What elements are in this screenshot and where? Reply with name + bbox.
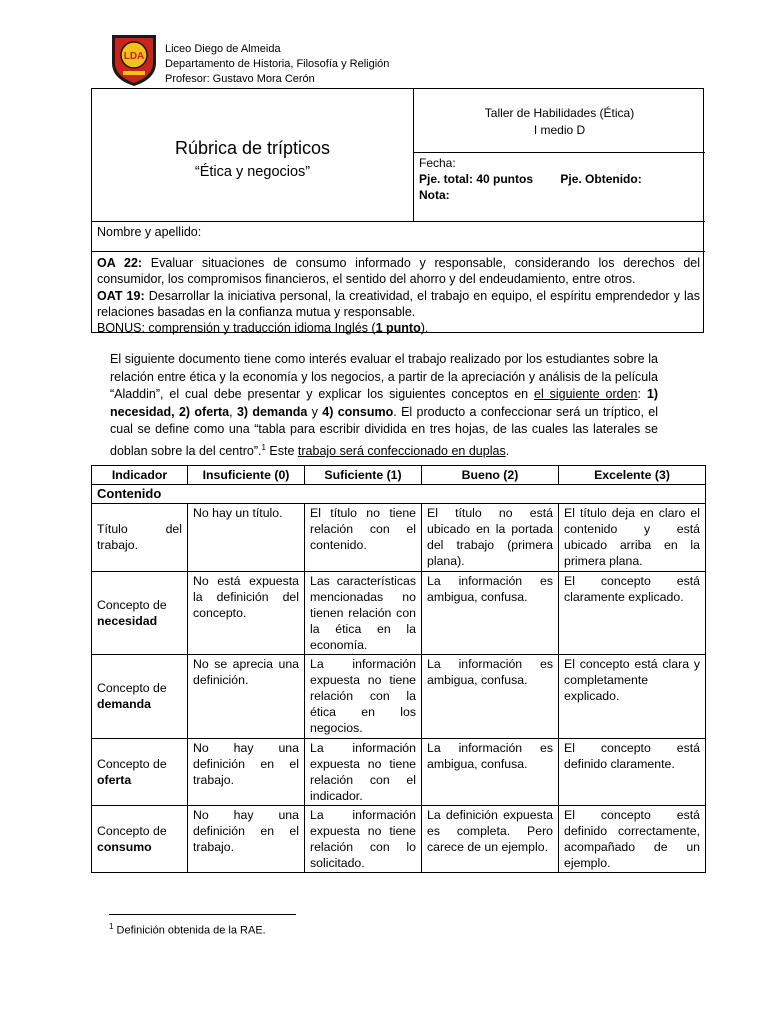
obtained-score: Pje. Obtenido: <box>560 172 642 186</box>
col-header: Insuficiente (0) <box>188 466 305 485</box>
cell-bueno: La definición expuesta es completa. Pero carece de un ejemplo. <box>422 805 559 872</box>
cell-suficiente: La información expuesta no tiene relación con la ética en los negocios. <box>305 655 422 738</box>
intro-paragraph: El siguiente documento tiene como interés evaluar el trabajo realizado por los estudiantes sobre la relación entre ética y la economía y los negocios, a partir de la apreciación y análisis de la película “Aladdin”, el cual debe presentar y explicar los siguientes conceptos en el siguiente orden: 1) necesidad, 2) oferta, 3) demanda y 4) consumo. El producto a confeccionar será un tríptico, el cual se define como una “tabla para escribir dividida en tres hojas, de las cuales las laterales se doblan sobre la del centro”.$^1$ Este trabajo será confeccionado en duplas. <box>110 352 659 459</box>
cell-suficiente: La información expuesta no tiene relación con lo solicitado. <box>305 805 422 872</box>
objective-oat19: OAT 19: Desarrollar la iniciativa personal, la creatividad, el trabajo en equipo, el espíritu emprendedor y las relaciones basadas en la confianza mutua y responsable. <box>97 288 701 319</box>
cell-bueno: El título no está ubicado en la portada del trabajo (primera plana). <box>422 504 559 571</box>
indicator-cell: Concepto de oferta <box>92 738 188 805</box>
school-logo <box>108 33 160 87</box>
table-row <box>92 571 706 654</box>
cell-insuficiente: No hay una definición en el trabajo. <box>188 738 305 805</box>
cell-bueno: La información es ambigua, confusa. <box>422 738 559 805</box>
cell-excelente: El concepto está claramente explicado. <box>559 571 706 654</box>
indicator-cell: Título del trabajo. <box>92 504 188 571</box>
col-header: Suficiente (1) <box>305 466 422 485</box>
col-header: Indicador <box>92 466 188 485</box>
table-row <box>92 738 706 805</box>
school-info <box>165 42 389 87</box>
page-title: Rúbrica de trípticos <box>174 138 331 158</box>
footnote: $^1$ Definición obtenida de la RAE. <box>109 922 266 937</box>
cell-bueno: La información es ambigua, confusa. <box>422 655 559 738</box>
objective-oa22: OA 22: Evaluar situaciones de consumo informado y responsable, considerando los derechos del consumidor, los compromisos financieros, el sentido del ahorro y del endeudamiento, entre otros. <box>97 256 701 287</box>
cell-excelente: El concepto está definido correctamente, acompañado de un ejemplo. <box>559 805 706 872</box>
table-header-row <box>92 466 706 485</box>
cell-suficiente: El título no tiene relación con el contenido. <box>305 504 422 571</box>
cell-insuficiente: No hay un título. <box>188 504 305 571</box>
page-subtitle: “Ética y negocios” <box>194 164 311 180</box>
rubric-table <box>91 465 706 873</box>
name-field[interactable] <box>92 221 705 252</box>
cell-insuficiente: No se aprecia una definición. <box>188 655 305 738</box>
col-header: Bueno (2) <box>422 466 559 485</box>
header-box <box>91 88 704 336</box>
section-row <box>92 485 706 504</box>
logo-letters: LDA <box>123 51 145 62</box>
table-row <box>92 504 706 571</box>
indicator-cell: Concepto de consumo <box>92 805 188 872</box>
date-label: Fecha: <box>419 156 456 170</box>
footnote-divider <box>109 914 296 915</box>
col-header: Excelente (3) <box>559 466 706 485</box>
cell-excelente: El concepto está definido claramente. <box>559 738 706 805</box>
total-score: Pje. total: 40 puntos <box>419 172 534 186</box>
footnote-ref: 1 <box>261 442 266 452</box>
section-title: Contenido <box>92 485 706 504</box>
cell-suficiente: Las características mencionadas no tienen relación con la ética en la economía. <box>305 571 422 654</box>
cell-insuficiente: No está expuesta la definición del concepto. <box>188 571 305 654</box>
cell-excelente: El concepto está clara y completamente explicado. <box>559 655 706 738</box>
table-row <box>92 655 706 738</box>
cell-insuficiente: No hay una definición en el trabajo. <box>188 805 305 872</box>
indicator-cell: Concepto de necesidad <box>92 571 188 654</box>
name-label: Nombre y apellido: <box>97 225 202 239</box>
course: I medio D <box>533 123 586 137</box>
department: Departamento de Historia, Filosofía y Religión <box>165 58 390 70</box>
course-cell <box>414 89 705 153</box>
cell-bueno: La información es ambigua, confusa. <box>422 571 559 654</box>
score-cell[interactable] <box>414 153 705 221</box>
bonus: BONUS: comprensión y traducción idioma Inglés (1 punto). <box>97 321 429 336</box>
grade-label: Nota: <box>419 188 450 202</box>
teacher: Profesor: Gustavo Mora Cerón <box>165 73 315 85</box>
objectives <box>92 252 705 336</box>
title-cell <box>92 89 414 221</box>
cell-excelente: El título deja en claro el contenido y está ubicado arriba en la primera plana. <box>559 504 706 571</box>
table-row <box>92 805 706 872</box>
workshop: Taller de Habilidades (Ética) <box>484 106 635 120</box>
indicator-cell: Concepto de demanda <box>92 655 188 738</box>
cell-suficiente: La información expuesta no tiene relación con el indicador. <box>305 738 422 805</box>
school-name: Liceo Diego de Almeida <box>165 43 281 55</box>
